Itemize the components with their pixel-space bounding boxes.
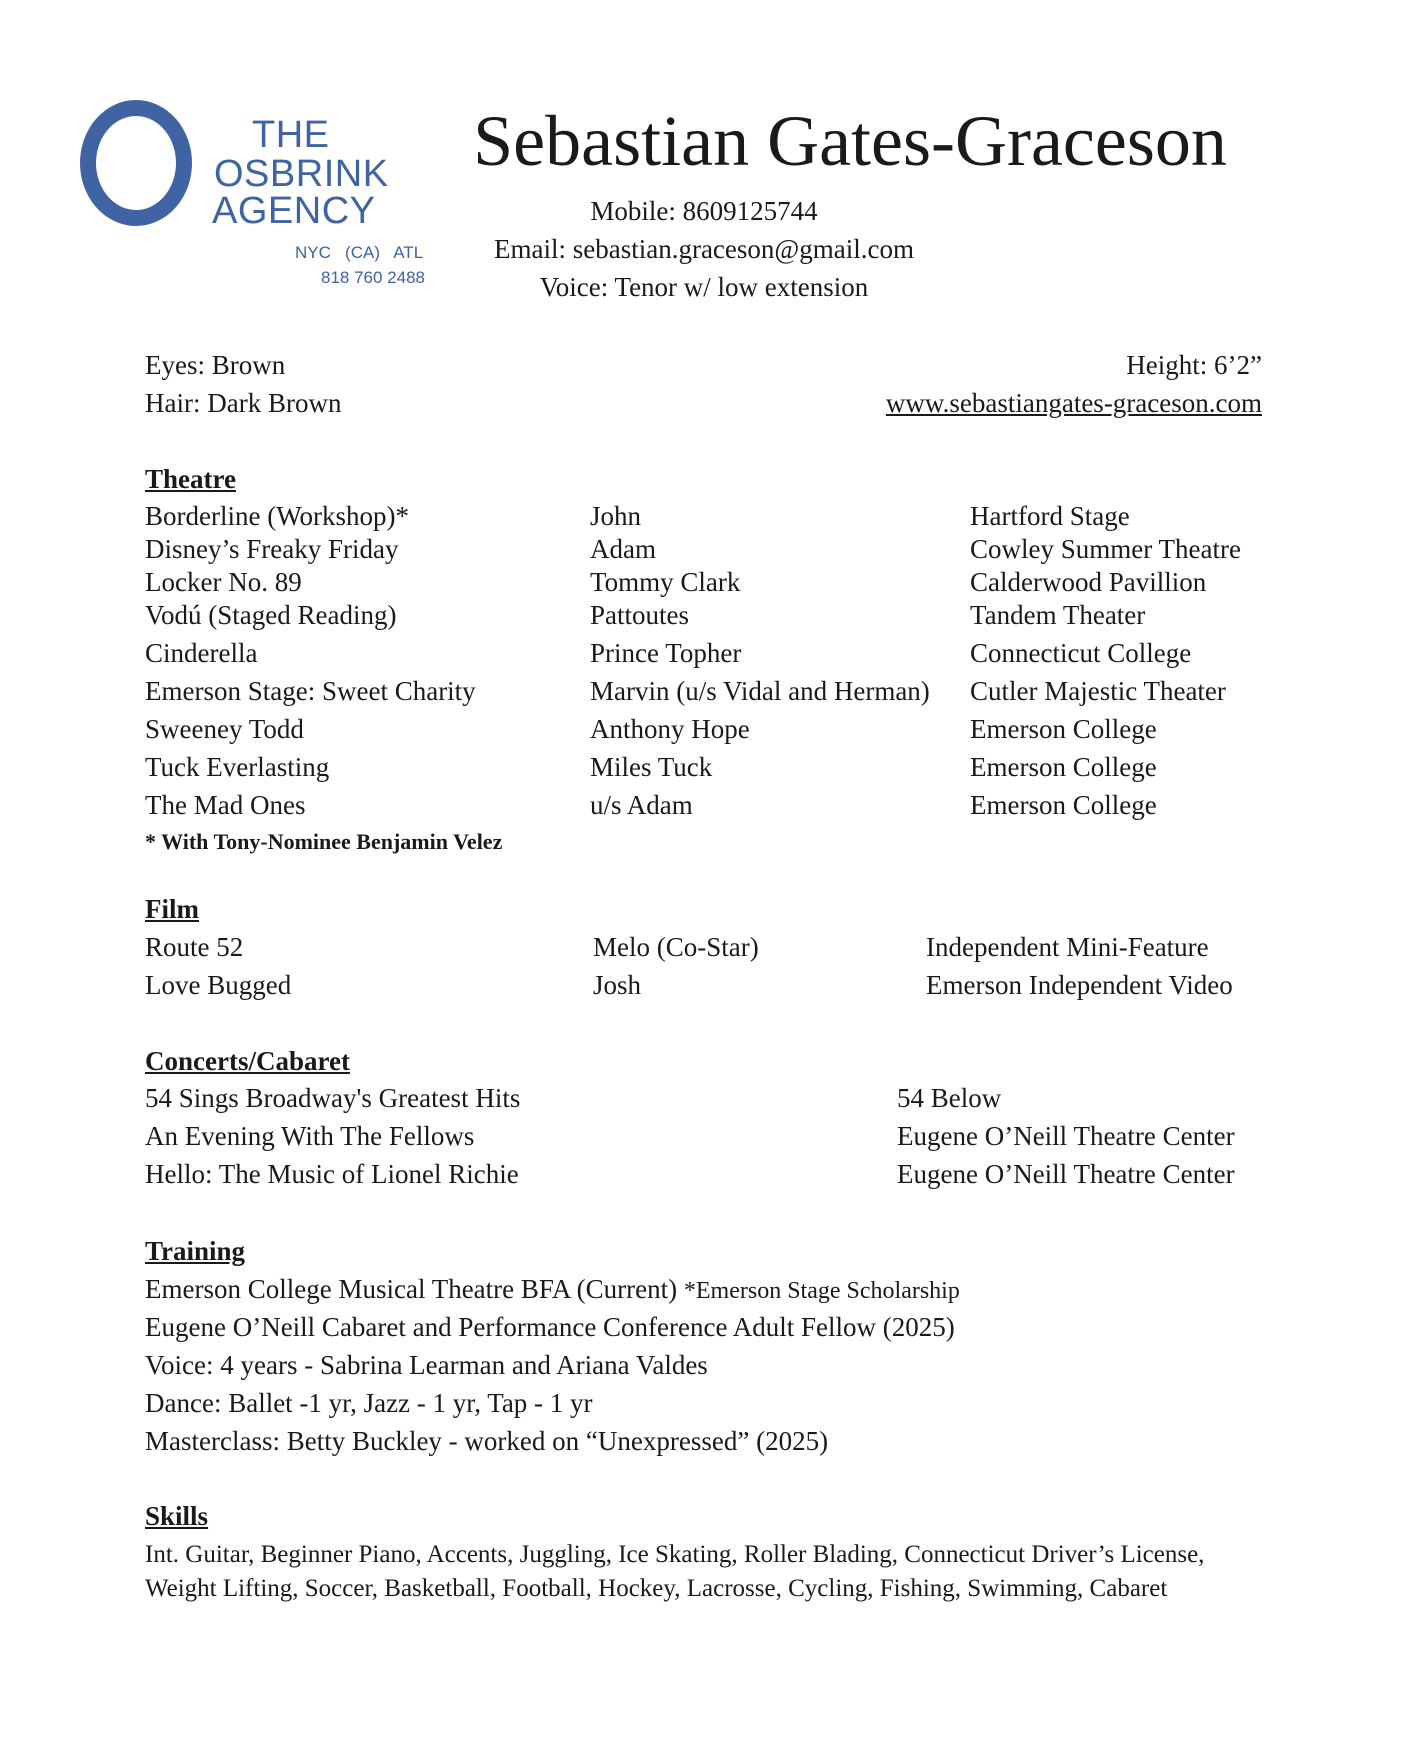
section-heading-concerts: Concerts/Cabaret [145,1046,350,1076]
theatre-row-role: Anthony Hope [590,714,750,744]
training-line-2: Eugene O’Neill Cabaret and Performance Conference Adult Fellow (2025) [145,1312,955,1342]
concert-row-venue: Eugene O’Neill Theatre Center [897,1121,1235,1151]
section-heading-theatre: Theatre [145,464,236,494]
theatre-row-role: Marvin (u/s Vidal and Herman) [590,676,930,706]
theatre-footnote: * With Tony-Nominee Benjamin Velez [145,829,503,854]
theatre-row-venue: Cutler Majestic Theater [970,676,1226,706]
theatre-row-role: u/s Adam [590,790,693,820]
theatre-row-show: Borderline (Workshop)* [145,501,410,531]
theatre-row-show: Vodú (Staged Reading) [145,600,397,630]
skills-line-2: Weight Lifting, Soccer, Basketball, Football, Hockey, Lacrosse, Cycling, Fishing, Swimming, Cabaret [145,1575,1168,1602]
theatre-row-show: Cinderella [145,638,258,668]
training-degree: Emerson College Musical Theatre BFA (Current) [145,1274,684,1304]
theatre-row-show: Sweeney Todd [145,714,304,744]
contact-email: Email: sebastian.graceson@gmail.com [494,234,914,264]
concert-row-title: An Evening With The Fellows [145,1121,475,1151]
film-row-title: Love Bugged [145,970,292,1000]
theatre-row-venue: Cowley Summer Theatre [970,534,1241,564]
training-line-1 [145,1276,960,1303]
performer-name: Sebastian Gates-Graceson [473,101,1227,181]
concert-row-title: Hello: The Music of Lionel Richie [145,1159,519,1189]
theatre-row-show: Locker No. 89 [145,567,302,597]
film-row-title: Route 52 [145,932,244,962]
skills-line-1: Int. Guitar, Beginner Piano, Accents, Juggling, Ice Skating, Roller Blading, Connecticut Driver’s License, [145,1541,1205,1568]
training-line-5: Masterclass: Betty Buckley - worked on “Unexpressed” (2025) [145,1426,829,1456]
contact-mobile: Mobile: 8609125744 [590,196,818,226]
section-heading-training: Training [145,1236,246,1266]
film-row-role: Melo (Co-Star) [593,932,759,962]
theatre-row-role: Pattoutes [590,600,689,630]
theatre-row-show: Emerson Stage: Sweet Charity [145,676,476,706]
theatre-row-role: Miles Tuck [590,752,713,782]
stat-eyes: Eyes: Brown [145,350,286,380]
theatre-row-show: Disney’s Freaky Friday [145,534,399,564]
theatre-row-role: Adam [590,534,656,564]
theatre-row-role: Prince Topher [590,638,742,668]
concert-row-venue: Eugene O’Neill Theatre Center [897,1159,1235,1189]
theatre-row-venue: Emerson College [970,752,1157,782]
theatre-row-role: John [590,501,642,531]
agency-cities: NYC (CA) ATL [295,243,424,262]
theatre-row-role: Tommy Clark [590,567,741,597]
website-link[interactable]: www.sebastiangates-graceson.com [885,388,1262,418]
training-scholarship: *Emerson Stage Scholarship [683,1278,960,1304]
section-heading-film: Film [145,894,199,924]
agency-name-line2: OSBRINK [214,153,389,195]
agency-name-line1: THE [252,114,330,156]
film-row-role: Josh [593,970,642,1000]
concert-row-title: 54 Sings Broadway's Greatest Hits [145,1083,521,1113]
concert-row-venue: 54 Below [897,1083,1002,1113]
theatre-row-venue: Connecticut College [970,638,1192,668]
theatre-row-venue: Emerson College [970,714,1157,744]
theatre-row-show: Tuck Everlasting [145,752,330,782]
agency-phone: 818 760 2488 [321,268,425,287]
film-row-company: Emerson Independent Video [926,970,1233,1000]
section-heading-skills: Skills [145,1501,209,1531]
contact-voice: Voice: Tenor w/ low extension [539,272,869,302]
theatre-row-venue: Calderwood Pavillion [970,567,1207,597]
theatre-row-venue: Emerson College [970,790,1157,820]
training-line-3: Voice: 4 years - Sabrina Learman and Ariana Valdes [145,1350,708,1380]
film-row-company: Independent Mini-Feature [926,932,1209,962]
agency-name-line3: AGENCY [212,190,376,232]
theatre-row-show: The Mad Ones [145,790,306,820]
stat-height: Height: 6’2” [1126,350,1262,380]
stat-hair: Hair: Dark Brown [145,388,342,418]
theatre-row-venue: Hartford Stage [970,501,1130,531]
training-line-4: Dance: Ballet -1 yr, Jazz - 1 yr, Tap - 1 yr [145,1388,593,1418]
theatre-row-venue: Tandem Theater [970,600,1146,630]
